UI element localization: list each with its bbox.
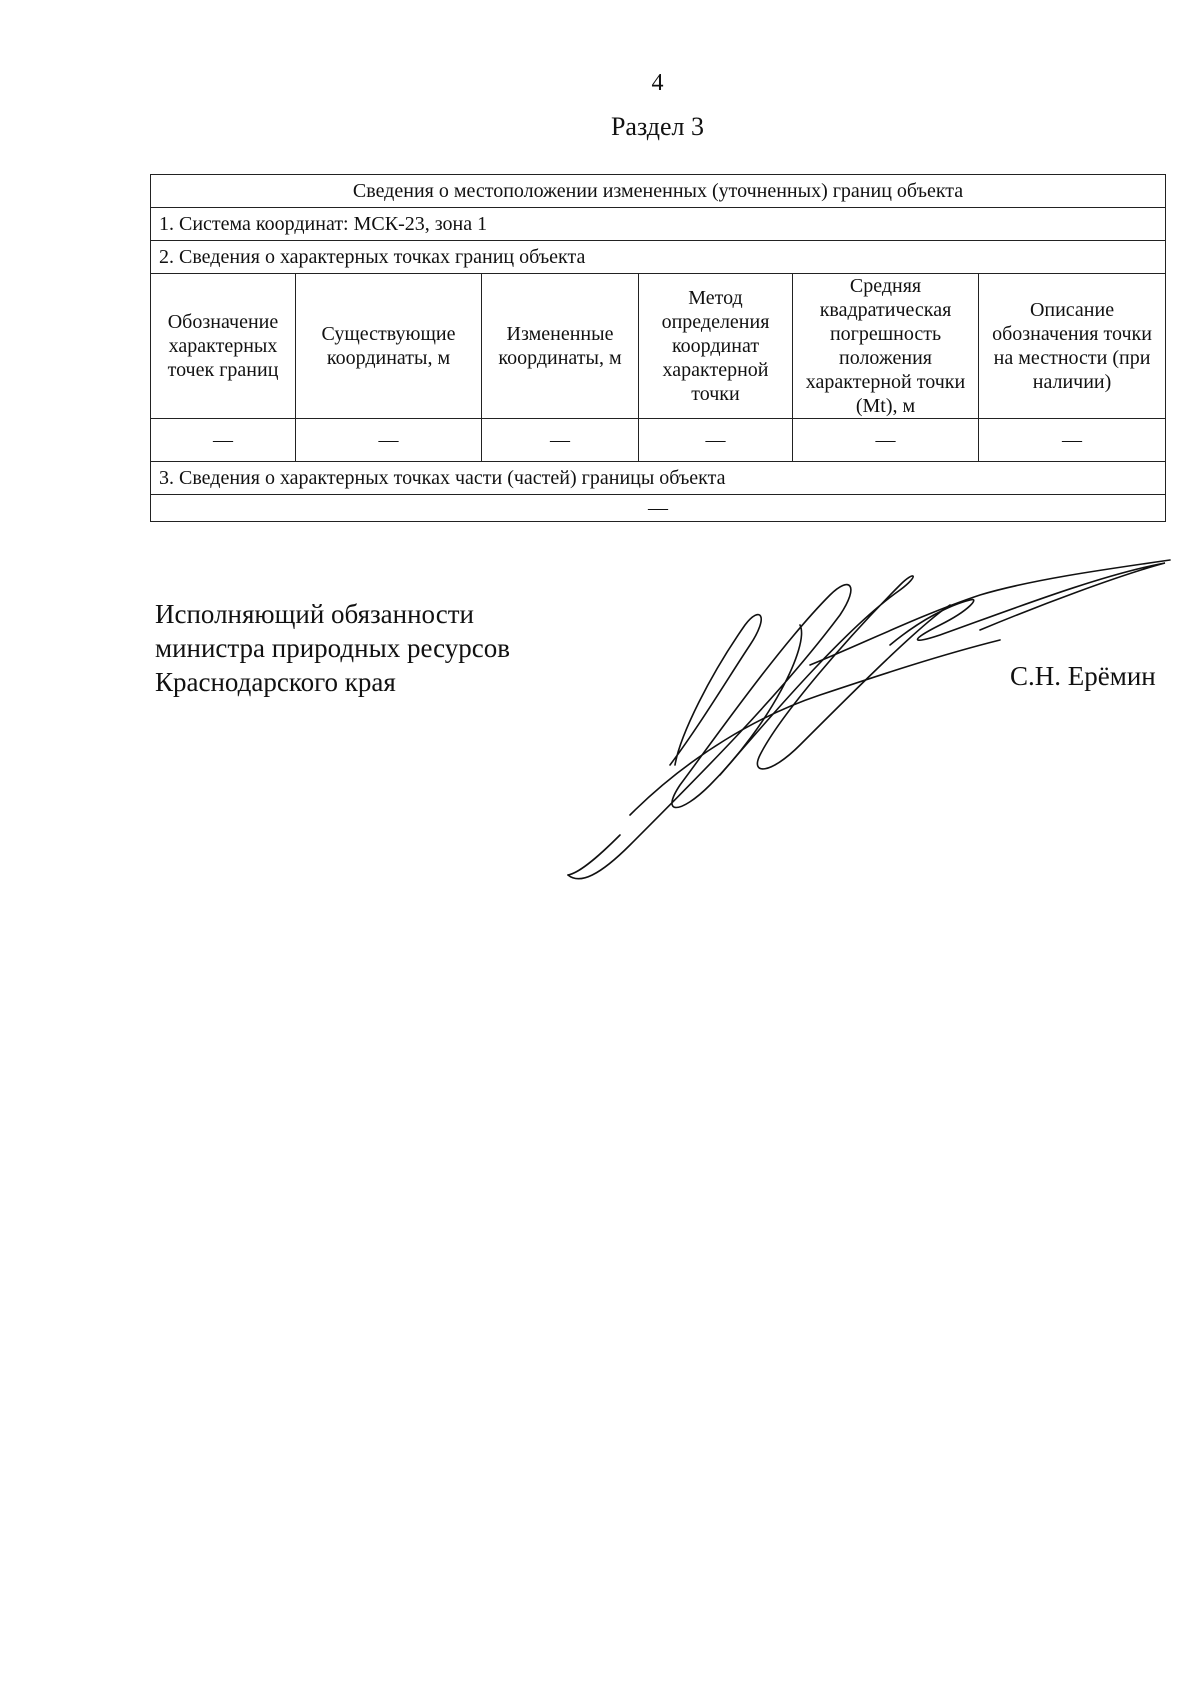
signatory-line: министра природных ресурсов — [155, 633, 510, 663]
part-boundary-row: 3. Сведения о характерных точках части (частей) границы объекта — [151, 462, 1166, 495]
table-cell: — — [639, 419, 793, 462]
table-cell: — — [151, 419, 296, 462]
table-cell: — — [793, 419, 979, 462]
page-number: 4 — [651, 70, 664, 96]
table-cell: — — [979, 419, 1166, 462]
column-header: Описание обозначения точки на местности (при наличии) — [979, 274, 1166, 419]
column-header: Метод определения координат характерной точки — [639, 274, 793, 419]
header-row — [151, 274, 1166, 419]
part-boundary-value: — — [151, 495, 1166, 522]
points-section-row: 2. Сведения о характерных точках границ объекта — [151, 241, 1166, 274]
table-row — [151, 419, 1166, 462]
table-cell: — — [482, 419, 639, 462]
table-cell: — — [296, 419, 482, 462]
signatory-title — [155, 597, 510, 699]
boundary-table — [150, 174, 1166, 522]
column-header: Существующие координаты, м — [296, 274, 482, 419]
signatory-line: Исполняющий обязанности — [155, 599, 474, 629]
signer-name: С.Н. Ерёмин — [1010, 661, 1156, 691]
signature — [560, 555, 1180, 895]
column-header: Средняя квадратическая погрешность положения характерной точки (Mt), м — [793, 274, 979, 419]
section-title: Раздел 3 — [610, 112, 705, 141]
column-header: Обозначение характерных точек границ — [151, 274, 296, 419]
coordinate-system-row: 1. Система координат: МСК-23, зона 1 — [151, 208, 1166, 241]
column-header: Измененные координаты, м — [482, 274, 639, 419]
signatory-line: Краснодарского края — [155, 667, 396, 697]
table-title: Сведения о местоположении измененных (уточненных) границ объекта — [151, 175, 1166, 208]
